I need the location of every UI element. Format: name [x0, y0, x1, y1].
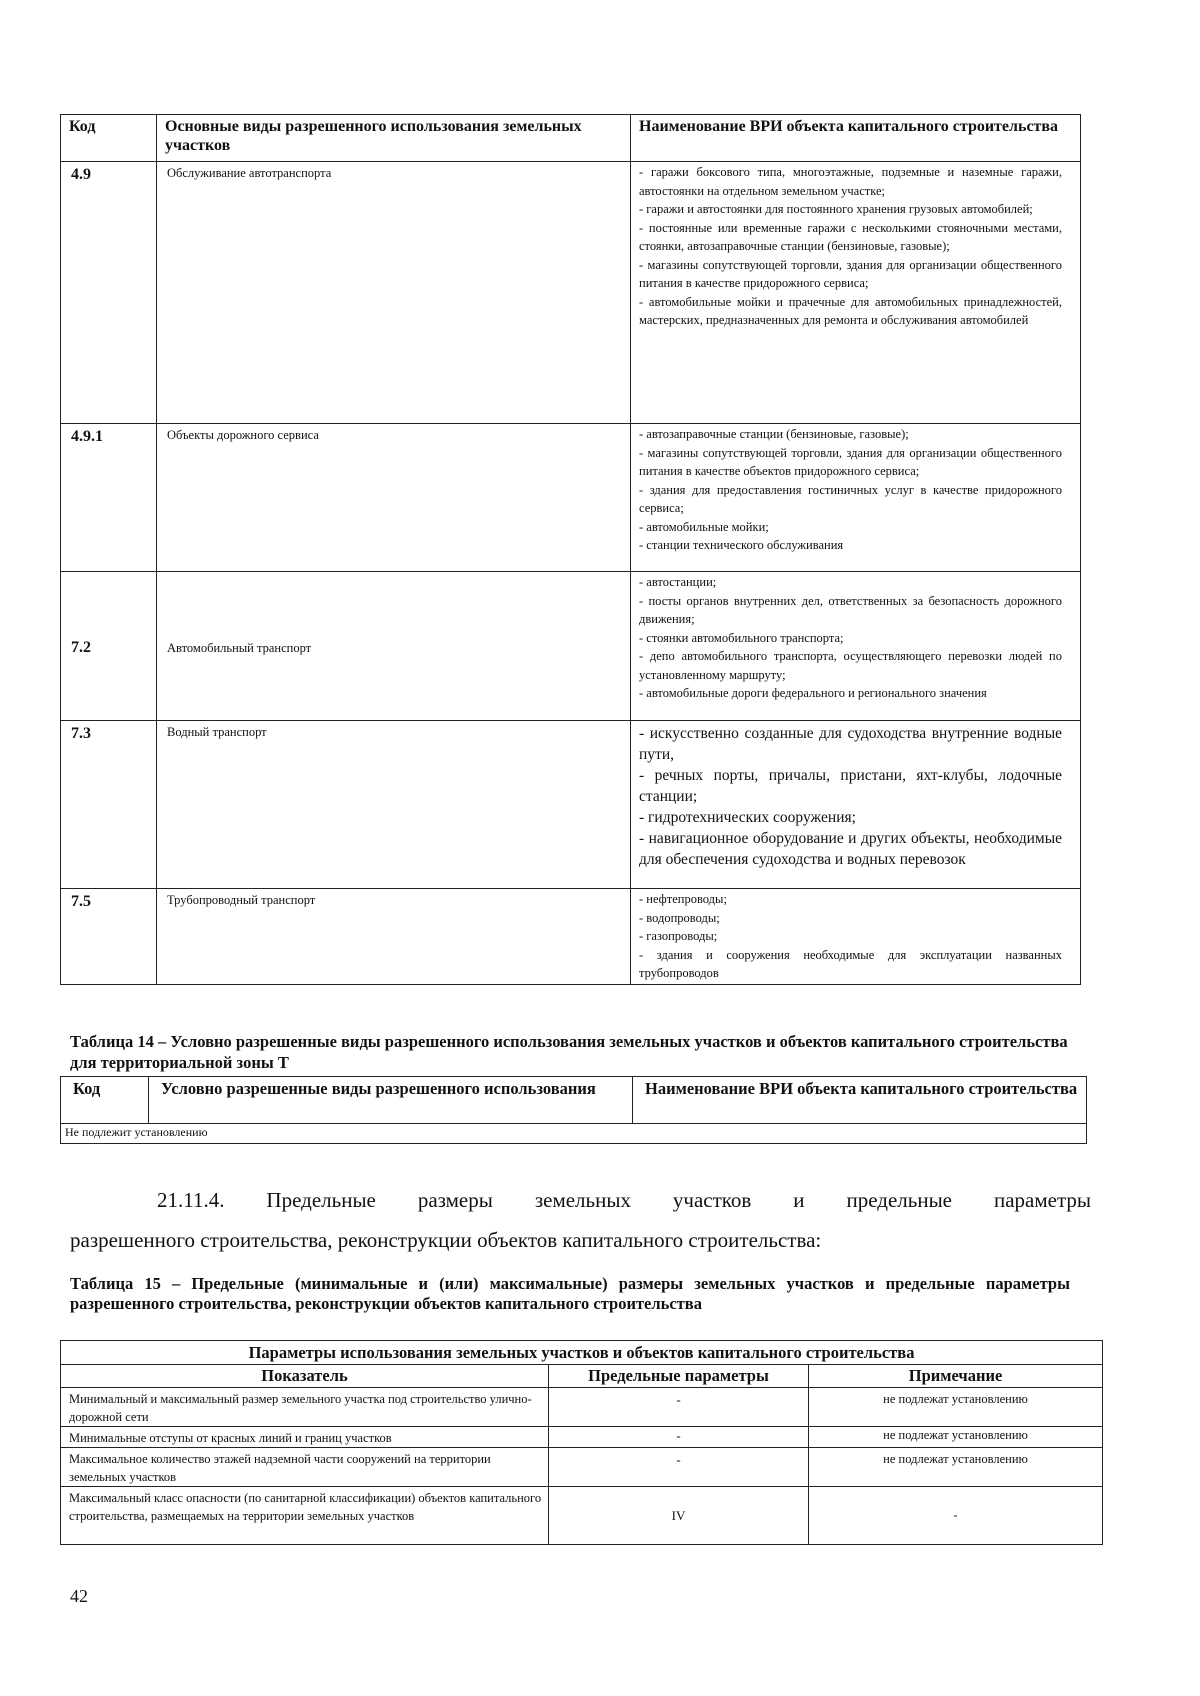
header-indicator: Показатель — [61, 1365, 549, 1388]
header-kind: Основные виды разрешенного использования земельных участков — [157, 115, 631, 162]
list-item: - водопроводы; — [639, 910, 720, 925]
table-header-row — [61, 115, 1081, 162]
limits-cell: - — [549, 1388, 809, 1427]
row-code: 4.9.1 — [61, 424, 157, 572]
remark-cell: - — [809, 1487, 1103, 1545]
row-items — [631, 424, 1081, 572]
row-items — [631, 162, 1081, 424]
indicator-cell: Минимальный и максимальный размер земельного участка под строительство улично-дорожной сети — [61, 1388, 549, 1427]
list-item: - автомобильные дороги федерального и регионального значения — [639, 686, 987, 700]
row-kind: Водный транспорт — [157, 721, 631, 889]
conditional-use-table — [60, 1076, 1087, 1144]
table-row — [61, 1388, 1103, 1427]
parameters-table — [60, 1340, 1103, 1545]
row-kind: Обслуживание автотранспорта — [157, 162, 631, 424]
header-name: Наименование ВРИ объекта капитального строительства — [631, 115, 1081, 162]
list-item: - автостанции; — [639, 575, 717, 589]
remark-cell: не подлежат установлению — [809, 1448, 1103, 1487]
land-use-main-table — [60, 114, 1081, 985]
table-row — [61, 424, 1081, 572]
row-code: 4.9 — [61, 162, 157, 424]
list-item: - речных порты, причалы, пристани, яхт-клубы, лодочные станции; — [639, 767, 1062, 805]
list-item: - станции технического обслуживания — [639, 538, 844, 552]
list-item: - искусственно созданные для судоходства внутренние водные пути, — [639, 725, 1062, 763]
list-item: - посты органов внутренних дел, ответственных за безопасность дорожного движения; — [639, 593, 1062, 626]
indicator-cell: Максимальный класс опасности (по санитарной классификации) объектов капитального строительства, размещаемых на территории земельных участков — [61, 1487, 549, 1545]
list-item: - нефтепроводы; — [639, 892, 727, 906]
table-header-row — [61, 1365, 1103, 1388]
paragraph-line-2: разрешенного строительства, реконструкции объектов капитального строительства: — [70, 1228, 822, 1252]
header-remark: Примечание — [809, 1365, 1103, 1388]
row-items — [631, 889, 1081, 985]
row-kind: Объекты дорожного сервиса — [157, 424, 631, 572]
page-number: 42 — [70, 1586, 88, 1606]
row-code: 7.2 — [61, 572, 157, 721]
table-15-caption: Таблица 15 – Предельные (минимальные и (или) максимальные) размеры земельных участков и предельные параметры разрешенного строительства, реконструкции объектов капитального строительства — [70, 1274, 1070, 1313]
remark-cell: не подлежат установлению — [809, 1427, 1103, 1448]
header-kind: Условно разрешенные виды разрешенного использования — [149, 1077, 633, 1124]
list-item: - здания и сооружения необходимые для эксплуатации названных трубопроводов — [639, 947, 1062, 980]
list-item: - постоянные или временные гаражи с несколькими стояночными местами, стоянки, автозаправочные станции (бензиновые, газовые); — [639, 220, 1062, 253]
row-items — [631, 572, 1081, 721]
row-items — [631, 721, 1081, 889]
list-item: - гаражи и автостоянки для постоянного хранения грузовых автомобилей; — [639, 202, 1033, 216]
list-item: - гаражи боксового типа, многоэтажные, подземные и наземные гаражи, автостоянки на отдельном земельном участке; — [639, 165, 1062, 198]
list-item: - автомобильные мойки; — [639, 519, 769, 534]
paragraph-line-1: 21.11.4. Предельные размеры земельных участков и предельные параметры — [157, 1188, 1091, 1212]
table-row — [61, 1487, 1103, 1545]
not-established-note: Не подлежит установлению — [61, 1124, 1087, 1144]
table-row — [61, 572, 1081, 721]
limits-cell: - — [549, 1427, 809, 1448]
limits-cell: - — [549, 1448, 809, 1487]
remark-cell: не подлежат установлению — [809, 1388, 1103, 1427]
list-item: - автозаправочные станции (бензиновые, газовые); — [639, 427, 909, 441]
table-row — [61, 721, 1081, 889]
row-code: 7.5 — [61, 889, 157, 985]
list-item: - газопроводы; — [639, 929, 718, 943]
header-name: Наименование ВРИ объекта капитального строительства — [633, 1077, 1087, 1124]
table-title-row — [61, 1341, 1103, 1365]
table-row — [61, 1448, 1103, 1487]
row-code: 7.3 — [61, 721, 157, 889]
parameters-title: Параметры использования земельных участков и объектов капитального строительства — [61, 1341, 1103, 1365]
table-header-row — [61, 1077, 1087, 1124]
row-kind: Трубопроводный транспорт — [157, 889, 631, 985]
table-row — [61, 1427, 1103, 1448]
table-row — [61, 889, 1081, 985]
table-14-caption: Таблица 14 – Условно разрешенные виды разрешенного использования земельных участков и объектов капитального строительства для территориальной зоны Т — [70, 1032, 1068, 1072]
list-item: - магазины сопутствующей торговли, здания для организации общественного питания в качестве объектов придорожного сервиса; — [639, 445, 1062, 478]
indicator-cell: Минимальные отступы от красных линий и границ участков — [61, 1427, 549, 1448]
table-row — [61, 162, 1081, 424]
list-item: - здания для предоставления гостиничных услуг в качестве придорожного сервиса; — [639, 482, 1062, 515]
header-code: Код — [61, 1077, 149, 1124]
list-item: - навигационное оборудование и других объекты, необходимые для обеспечения судоходства и водных перевозок — [639, 830, 1062, 868]
list-item: - стоянки автомобильного транспорта; — [639, 630, 844, 645]
indicator-cell: Максимальное количество этажей надземной части сооружений на территории земельных участков — [61, 1448, 549, 1487]
header-limits: Предельные параметры — [549, 1365, 809, 1388]
list-item: - депо автомобильного транспорта, осуществляющего перевозки людей по установленному маршруту; — [639, 649, 1062, 682]
list-item: - автомобильные мойки и прачечные для автомобильных принадлежностей, мастерских, предназначенных для ремонта и обслуживания автомобилей — [639, 294, 1062, 327]
table-row — [61, 1124, 1087, 1144]
row-kind: Автомобильный транспорт — [157, 572, 631, 721]
list-item: - магазины сопутствующей торговли, здания для организации общественного питания в качестве придорожного сервиса; — [639, 257, 1062, 290]
header-code: Код — [61, 115, 157, 162]
list-item: - гидротехнических сооружения; — [639, 809, 856, 826]
limits-cell: IV — [549, 1487, 809, 1545]
